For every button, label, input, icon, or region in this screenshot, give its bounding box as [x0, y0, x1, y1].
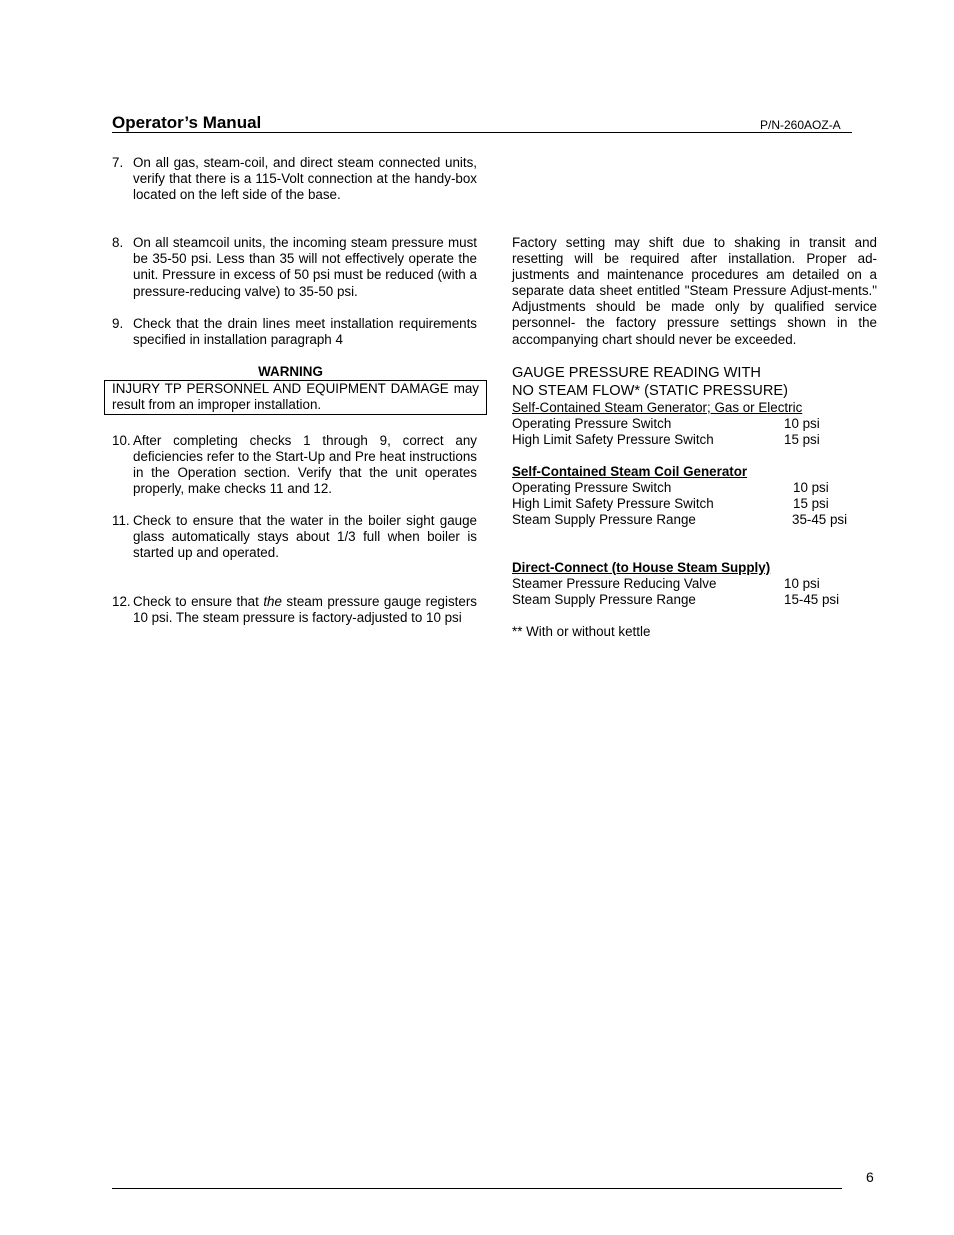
row-value: 10 psi	[784, 415, 820, 431]
row-label: Operating Pressure Switch	[512, 415, 672, 431]
item-text: After completing checks 1 through 9, correct any deficiencies refer to the Start-Up and Pre heat instructions in the Operation section. Verify that the unit operates properly, make checks 11 and 12.	[133, 432, 477, 497]
part-number: P/N-260AOZ-A	[760, 118, 841, 132]
row-label: Steamer Pressure Reducing Valve	[512, 575, 717, 591]
item-text: Check that the drain lines meet installation requirements specified in installation paragraph 4	[133, 315, 477, 347]
right-column	[512, 235, 877, 640]
warning-text: INJURY TP PERSONNEL AND EQUIPMENT DAMAGE may result from an improper installation.	[112, 380, 479, 412]
table-row	[512, 496, 877, 512]
table-row	[512, 480, 877, 496]
item-number: 7.	[112, 155, 124, 170]
table-row	[512, 592, 877, 608]
row-value: 35-45 psi	[792, 511, 848, 527]
section3-title: Direct-Connect (to House Steam Supply)	[512, 559, 771, 575]
warning-box	[104, 380, 487, 415]
section1-title: Self-Contained Steam Generator; Gas or Electric	[512, 399, 803, 415]
item-number: 11.	[112, 513, 130, 529]
row-value: 15 psi	[784, 431, 820, 447]
item-text-italic: the	[263, 593, 282, 609]
table-row	[512, 512, 877, 528]
row-value: 10 psi	[793, 479, 829, 495]
item-text: Check to ensure that the steam pressure gauge registers 10 psi. The steam pressure is factory-adjusted to 10 psi	[133, 593, 477, 625]
list-item-7	[112, 155, 477, 203]
footer-divider	[112, 1188, 842, 1189]
row-value: 15 psi	[793, 495, 829, 511]
footnote: ** With or without kettle	[512, 623, 651, 639]
item-number: 10.	[112, 432, 131, 448]
row-label: Steam Supply Pressure Range	[512, 591, 696, 607]
list-item-8	[112, 235, 477, 299]
row-label: Operating Pressure Switch	[512, 479, 672, 495]
warning-title: WARNING	[258, 363, 323, 379]
list-item-11	[112, 513, 477, 561]
list-item-10	[112, 433, 477, 497]
item-text: Check to ensure that the water in the boiler sight gauge glass automatically stays about 1/3 full when boiler is started up and operated.	[133, 513, 477, 561]
header-divider	[112, 132, 852, 133]
left-column	[112, 155, 477, 626]
row-value: 10 psi	[784, 575, 820, 591]
list-item-9	[112, 316, 477, 348]
row-label: Steam Supply Pressure Range	[512, 511, 696, 527]
row-label: High Limit Safety Pressure Switch	[512, 431, 714, 447]
gauge-heading-1: GAUGE PRESSURE READING WITH	[512, 364, 761, 381]
table-row	[512, 416, 877, 432]
item-text: On all gas, steam-coil, and direct steam connected units, verify that there is a 115-Volt connection at the handy-box located on the left side of the base.	[133, 155, 477, 203]
page-number: 6	[866, 1169, 874, 1185]
item-number: 9.	[112, 315, 124, 331]
item-number: 8.	[112, 235, 124, 251]
gauge-heading-2: NO STEAM FLOW* (STATIC PRESSURE)	[512, 382, 788, 399]
row-value: 15-45 psi	[784, 591, 840, 607]
list-item-12	[112, 594, 477, 626]
table-row	[512, 432, 877, 448]
item-number: 12.	[112, 593, 131, 609]
page-title: Operator’s Manual	[112, 113, 262, 132]
table-row	[512, 576, 877, 592]
item-text: On all steamcoil units, the incoming steam pressure must be 35-50 psi. Less than 35 will not effectively operate the unit. Pressure in excess of 50 psi must be reduced (with a pressure-reducing valve) to 35-50 psi.	[133, 235, 477, 299]
section2-title: Self-Contained Steam Coil Generator	[512, 463, 748, 479]
intro-paragraph: Factory setting may shift due to shaking in transit and resetting will be required after installation. Proper ad-justments and maintenance procedures am detailed on a separate data sheet entitled "Steam Pressure Adjust-ments." Adjustments should be made only by qualified service personnel- the factory pressure settings shown in the accompanying chart should never be exceeded.	[512, 235, 877, 347]
row-label: High Limit Safety Pressure Switch	[512, 495, 714, 511]
